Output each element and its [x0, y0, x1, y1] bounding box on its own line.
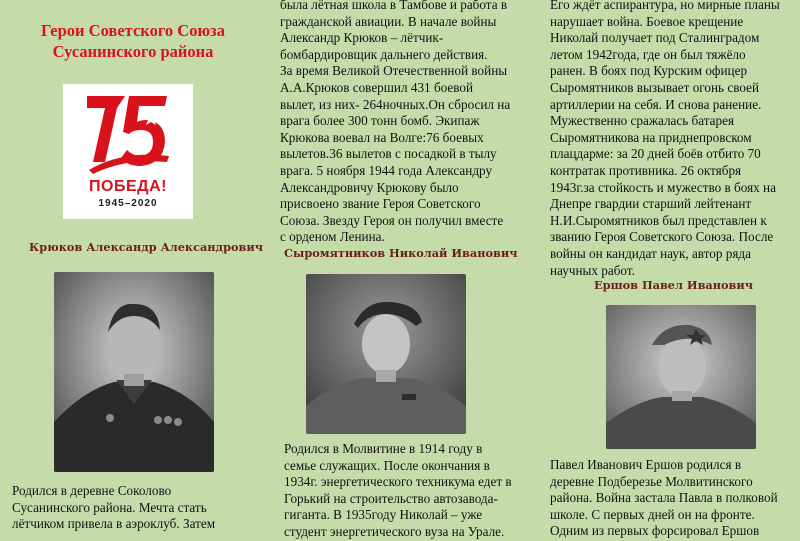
hero-name-ershov: Ершов Павел Иванович [594, 278, 754, 292]
text-line: летом 1942года, где он был тяжёло [550, 46, 746, 62]
syromyatnikov-continued-text [550, 0, 800, 279]
text-line: За время Великой Отечественной войны [280, 63, 508, 79]
text-line: гиганта. В 1935году Николай – уже [284, 507, 483, 523]
text-line: званию Героя Советского Союза. После [550, 229, 774, 245]
text-line: войны он кандидат наук, автор ряда [550, 245, 751, 261]
text-line: ранен. В боях под Курским офицер [550, 63, 748, 79]
column-1 [0, 0, 262, 535]
text-line: Горький на строительство автозавода- [284, 490, 498, 506]
text-line: Союза. Звезду Героя он получил вместе [280, 212, 504, 228]
text-line: Николай получает под Сталинградом [550, 30, 760, 46]
text-line: присвоено звание Героя Советского [280, 196, 481, 212]
portrait-photo-kryukov [54, 272, 214, 472]
victory-75-logo [63, 84, 193, 219]
logo-years: 1945–2020 [98, 198, 158, 209]
text-line: врага более 300 тонн бомб. Экипаж [280, 113, 480, 129]
text-line: плацдарме: за 20 дней боёв отбито 70 [550, 146, 761, 162]
number-75-icon [83, 90, 173, 176]
text-line: Одним из первых форсировал Ершов [550, 523, 760, 539]
logo-word: ПОБЕДА! [89, 178, 167, 195]
hero-text-ershov [550, 457, 800, 540]
column-3 [548, 0, 800, 539]
text-line: гражданской авиации. В начале войны [280, 13, 497, 29]
text-line: бомбардировщик дальнего действия. [280, 46, 488, 62]
text-line: школе. С первых дней он на фронте. [550, 506, 755, 522]
text-line: Крюкова воевал на Волге:76 боевых [280, 129, 484, 145]
text-line: артиллерии на себя. И снова ранение. [550, 96, 762, 112]
column-2 [278, 0, 534, 539]
text-line: лётчиком привела в аэроклуб. Затем [12, 516, 216, 532]
text-line: врага. 5 ноября 1944 года Александру [280, 162, 493, 178]
hero-name-syromyatnikov: Сыромятников Николай Иванович [284, 246, 518, 260]
portrait-photo-icon [54, 272, 214, 472]
text-line: 1934г. энергетического техникума едет в [284, 474, 512, 490]
portrait-photo-syromyatnikov [306, 274, 466, 434]
text-line: Сыромятников вызывает огонь своей [550, 79, 760, 95]
text-line: района. Война застала Павла в полковой [550, 490, 778, 506]
title-line-1: Герои Советского Союза [41, 21, 225, 40]
portrait-photo-icon [306, 274, 466, 434]
page-title [8, 20, 258, 62]
text-line: А.А.Крюков совершил 431 боевой [280, 79, 474, 95]
text-line: Александровичу Крюкову было [280, 179, 459, 195]
text-line: с орденом Ленина. [280, 229, 385, 245]
portrait-photo-icon [606, 305, 756, 449]
text-line: 1943г.за стойкость и мужество в боях на [550, 179, 776, 195]
text-line: Сусанинского района. Мечта стать [12, 499, 207, 515]
text-line: Павел Иванович Ершов родился в [550, 457, 742, 472]
hero-name-kryukov: Крюков Александр Александрович [29, 240, 264, 254]
text-line: была лётная школа в Тамбове и работа в [280, 0, 508, 12]
text-line: нарушает война. Боевое крещение [550, 13, 744, 29]
text-line: Днепре гвардии старший лейтенант [550, 196, 752, 212]
hero-text-syromyatnikov [284, 441, 534, 541]
text-line: семье служащих. После окончания в [284, 457, 490, 473]
text-line: Мужественно сражалась батарея [550, 113, 735, 129]
kryukov-continued-text [280, 0, 536, 246]
text-line: Его ждёт аспирантура, но мирные планы [550, 0, 780, 12]
text-line: вылет, из них- 264ночных.Он сбросил на [280, 96, 511, 112]
text-line: контратак противника. 26 октября [550, 162, 742, 178]
text-line: научных работ. [550, 262, 635, 278]
text-line: Родился в деревне Соколово [12, 483, 172, 498]
hero-text-kryukov [12, 483, 257, 533]
text-line: Н.И.Сыромятников был представлен к [550, 212, 767, 228]
portrait-photo-ershov [606, 305, 756, 449]
text-line: вылетов.36 вылетов с посадкой в тылу [280, 146, 497, 162]
text-line: деревне Подберезье Молвитинского [550, 473, 753, 489]
text-line: Сыромятникова на приднепровском [550, 129, 752, 145]
text-line: Родился в Молвитине в 1914 году в [284, 441, 483, 456]
text-line: Александр Крюков – лётчик- [280, 30, 444, 46]
text-line: студент энергетического вуза на Урале. [284, 523, 505, 539]
title-line-2: Сусанинского района [52, 42, 214, 61]
